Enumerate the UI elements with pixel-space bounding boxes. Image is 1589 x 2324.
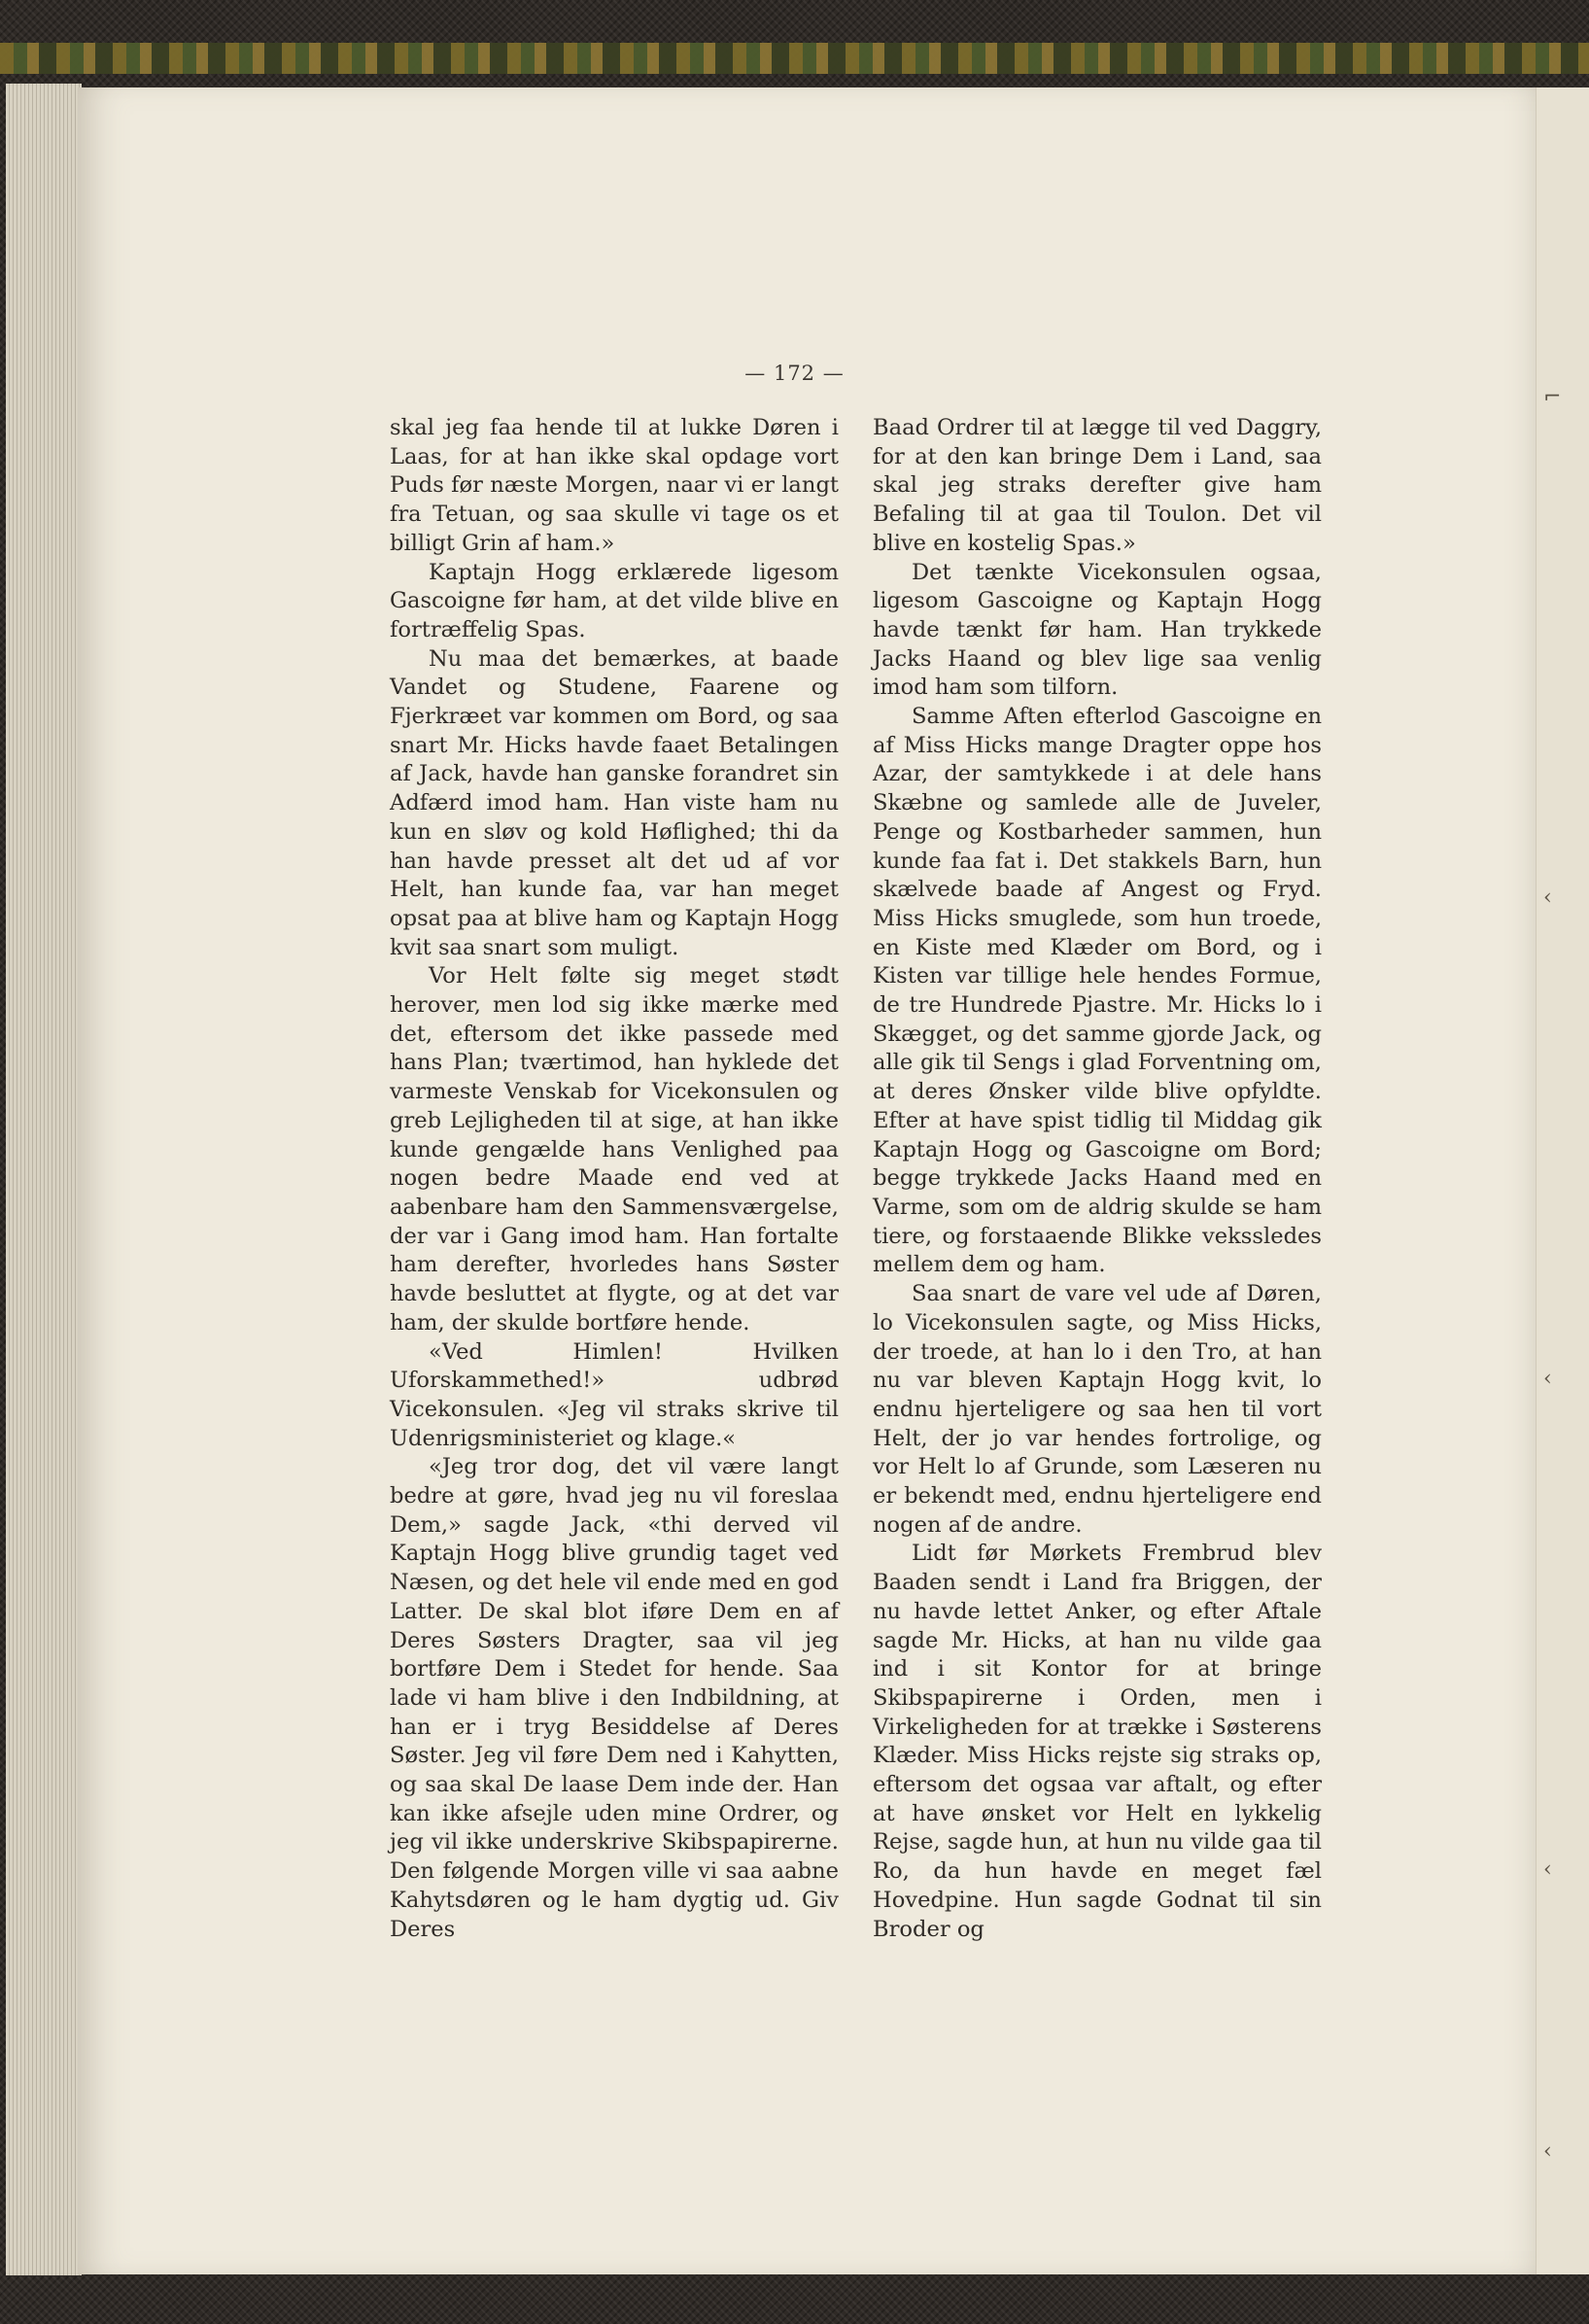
left-text-column [390, 414, 839, 1944]
paragraph: skal jeg faa hende til at lukke Døren i Laas, for at han ikke skal opdage vort Puds før næste Morgen, naar vi er langt fra Tetuan, og saa skulle vi tage os et billigt Grin af ham.» [390, 415, 839, 556]
paragraph: Det tænkte Vicekonsulen ogsaa, ligesom Gascoigne og Kaptajn Hogg havde tænkt før ham. Han trykkede Jacks Haand og blev lige saa venlig imod ham som tilforn. [873, 559, 1322, 701]
page-stack-edge [6, 84, 82, 2275]
margin-mark-icon: ‹ [1543, 2139, 1552, 2164]
page-number: — 172 — [744, 362, 845, 385]
paragraph: Lidt før Mørkets Frembrud blev Baaden sendt i Land fra Briggen, der nu havde lettet Anker, og efter Aftale sagde Mr. Hicks, at han nu vilde gaa ind i sit Kontor for at bringe Skibspapirerne i Orden, men i Virkeligheden for at trække i Søsterens Klæder. Miss Hicks rejste sig straks op, eftersom det ogsaa var aftalt, og efter at have ønsket vor Helt en lykkelig Rejse, sagde hun, at hun nu vilde gaa til Ro, da hun havde en meget fæl Hovedpine. Hun sagde Godnat til sin Broder og [873, 1541, 1322, 1942]
paragraph: Vor Helt følte sig meget stødt herover, men lod sig ikke mærke med det, eftersom det ikke passede med hans Plan; tværtimod, han hyklede det varmeste Venskab for Vicekonsulen og greb Lejligheden til at sige, at han ikke kunde gengælde hans Venlighed paa nogen bedre Maade end ved at aabenbare ham den Sammensværgelse, der var i Gang imod ham. Han fortalte ham derefter, hvorledes hans Søster havde besluttet at flygte, og at det var ham, der skulde bortføre hende. [390, 963, 839, 1335]
margin-mark-icon: ⌐ [1543, 385, 1562, 409]
margin-mark-icon: ‹ [1543, 1857, 1552, 1882]
right-page-margin [1536, 87, 1589, 2274]
paragraph: «Ved Himlen! Hvilken Uforskammethed!» udbrød Vicekonsulen. «Jeg vil straks skrive til Udenrigsministeriet og klage.« [390, 1338, 839, 1451]
paragraph: Samme Aften efterlod Gascoigne en af Miss Hicks mange Dragter oppe hos Azar, der samtykkede i at dele hans Skæbne og samlede alle de Juveler, Penge og Kostbarheder sammen, hun kunde faa fat i. Det stakkels Barn, hun skælvede baade af Angest og Fryd. Miss Hicks smuglede, som hun troede, en Kiste med Klæder om Bord, og i Kisten var tillige hele hendes Formue, de tre Hundrede Pjastre. Mr. Hicks lo i Skægget, og det samme gjorde Jack, og alle gik til Sengs i glad Forventning om, at deres Ønsker vilde blive opfyldte. Efter at have spist tidlig til Middag gik Kaptajn Hogg og Gascoigne om Bord; begge trykkede Jacks Haand med en Varme, som om de aldrig skulde se ham tiere, og forstaaende Blikke vekssledes mellem dem og ham. [873, 704, 1322, 1278]
paragraph: Kaptajn Hogg erklærede ligesom Gascoigne før ham, at det vilde blive en fortræffelig Spas. [390, 559, 839, 642]
paragraph: Baad Ordrer til at lægge til ved Daggry, for at den kan bringe Dem i Land, saa skal jeg straks derefter give ham Befaling til at gaa til Toulon. Det vil blive en kostelig Spas.» [873, 415, 1322, 556]
paragraph: Nu maa det bemærkes, at baade Vandet og Studene, Faarene og Fjerkræet var kommen om Bord, og saa snart Mr. Hicks havde faaet Betalingen af Jack, havde han ganske forandret sin Adfærd imod ham. Han viste ham nu kun en sløv og kold Høflighed; thi da han havde presset alt det ud af vor Helt, han kunde faa, var han meget opsat paa at blive ham og Kaptajn Hogg kvit saa snart som muligt. [390, 645, 839, 960]
margin-mark-icon: ‹ [1543, 885, 1552, 910]
paragraph: Saa snart de vare vel ude af Døren, lo Vicekonsulen sagte, og Miss Hicks, der troede, at han lo i den Tro, at han nu var bleven Kaptajn Hogg kvit, lo endnu hjerteligere og saa hen til vort Helt, der jo var hendes fortrolige, og vor Helt lo af Grunde, som Læseren nu er bekendt med, endnu hjerteligere end nogen af de andre. [873, 1281, 1322, 1538]
margin-mark-icon: ‹ [1543, 1367, 1552, 1391]
marbled-page-edge [0, 43, 1589, 74]
right-text-column [873, 414, 1322, 1944]
paragraph: «Jeg tror dog, det vil være langt bedre at gøre, hvad jeg nu vil foreslaa Dem,» sagde Jack, «thi derved vil Kaptajn Hogg blive grundig taget ved Næsen, og det hele vil ende med en god Latter. De skal blot iføre Dem en af Deres Søsters Dragter, saa vil jeg bortføre Dem i Stedet for hende. Saa lade vi ham blive i den Indbildning, at han er i tryg Besiddelse af Deres Søster. Jeg vil føre Dem ned i Kahytten, og saa skal De laase Dem inde der. Han kan ikke afsejle uden mine Ordrer, og jeg vil ikke underskrive Skibspapirerne. Den følgende Morgen ville vi saa aabne Kahytsdøren og le ham dygtig ud. Giv Deres [390, 1454, 839, 1942]
